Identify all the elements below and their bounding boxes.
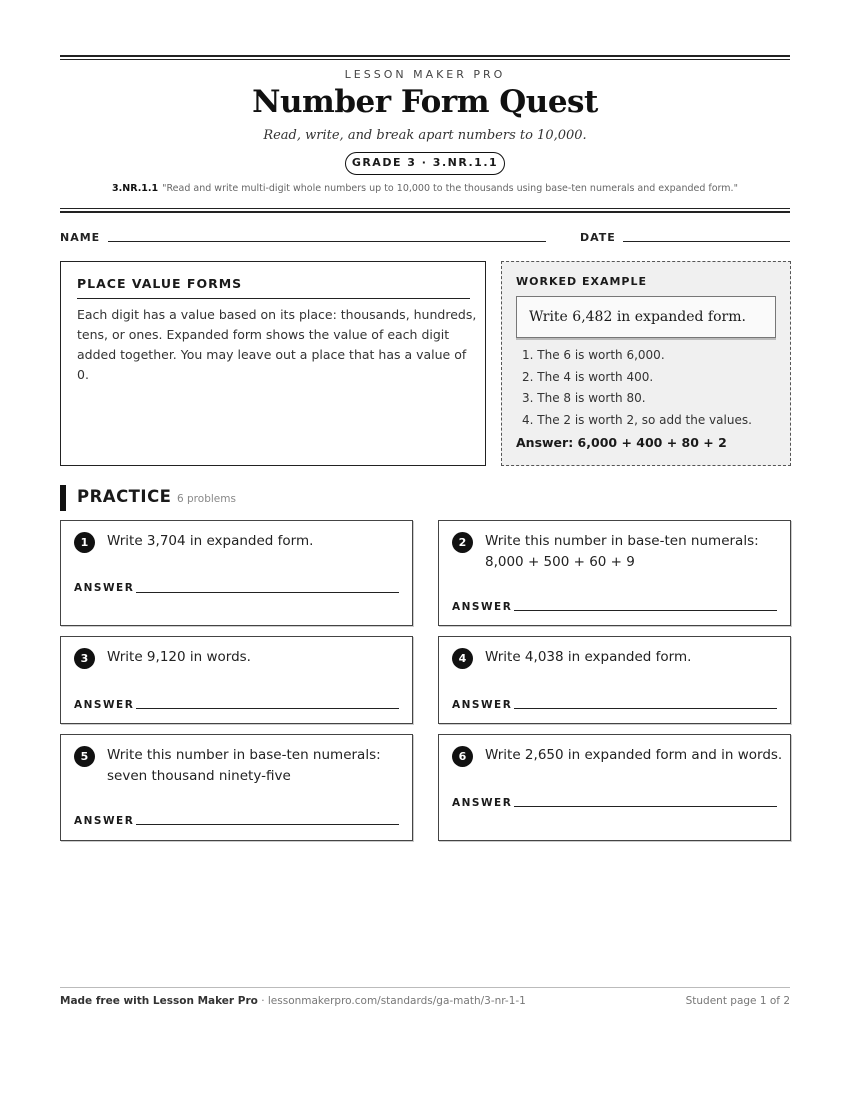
answer-field[interactable] [514, 806, 777, 807]
worked-example-step: 4. The 2 is worth 2, so add the values. [522, 413, 752, 428]
practice-title: PRACTICE [77, 487, 172, 506]
date-field[interactable] [623, 241, 790, 242]
name-field[interactable] [108, 241, 546, 242]
footer-made-with: Made free with Lesson Maker Pro [60, 995, 258, 1007]
answer-label: ANSWER [452, 797, 513, 809]
brand-name: LESSON MAKER PRO [344, 68, 506, 81]
problem-card-3 [60, 636, 413, 724]
problem-number-badge: 1 [74, 532, 95, 553]
place-value-box [60, 261, 486, 466]
place-value-text: Each digit has a value based on its place: thousands, hundreds, tens, or ones. Expanded form shows the value of each digit added together. You may leave out a place that has a value of 0. [77, 307, 477, 382]
header-top-rule-thick [60, 55, 790, 57]
header-bottom-rule-thick [60, 211, 790, 213]
place-value-divider [77, 298, 470, 299]
answer-field[interactable] [136, 592, 399, 593]
answer-label: ANSWER [452, 601, 513, 613]
problem-number-badge: 6 [452, 746, 473, 767]
standard-text: "Read and write multi-digit whole numbers up to 10,000 to the thousands using base-ten numerals and expanded form." [162, 183, 738, 194]
footer-url: · lessonmakerpro.com/standards/ga-math/3-nr-1-1 [257, 995, 526, 1007]
standard-statement [60, 183, 790, 194]
problem-question: Write this number in base-ten numerals: seven thousand ninety-five [107, 747, 381, 784]
answer-label: ANSWER [452, 699, 513, 711]
problem-number-badge: 2 [452, 532, 473, 553]
standard-code: 3.NR.1.1 [112, 183, 159, 194]
problem-card-5 [60, 734, 413, 841]
answer-label: ANSWER [74, 815, 135, 827]
problem-card-2 [438, 520, 791, 626]
worked-example-step: 2. The 4 is worth 400. [522, 369, 654, 384]
worked-example-prompt: Write 6,482 in expanded form. [516, 296, 776, 338]
worked-example-box [501, 261, 791, 466]
header-top-rule-thin [60, 59, 790, 60]
problem-number-badge: 3 [74, 648, 95, 669]
place-value-title: PLACE VALUE FORMS [77, 276, 243, 291]
problem-card-1 [60, 520, 413, 626]
worked-example-title: WORKED EXAMPLE [516, 275, 647, 288]
answer-label: ANSWER [74, 699, 135, 711]
date-label: DATE [580, 231, 616, 244]
problem-question: Write this number in base-ten numerals: 8,000 + 500 + 60 + 9 [485, 533, 759, 570]
name-label: NAME [60, 231, 101, 244]
worked-example-step: 3. The 8 is worth 80. [522, 391, 646, 406]
page-title: Number Form Quest [252, 84, 598, 120]
worked-example-step: 1. The 6 is worth 6,000. [522, 348, 665, 362]
problem-number-badge: 4 [452, 648, 473, 669]
problem-question: Write 3,704 in expanded form. [107, 533, 314, 549]
worked-example-steps [522, 345, 752, 432]
problem-question: Write 4,038 in expanded form. [485, 649, 692, 665]
grade-badge: GRADE 3 · 3.NR.1.1 [345, 152, 505, 175]
answer-field[interactable] [514, 708, 777, 709]
answer-field[interactable] [136, 708, 399, 709]
page-subtitle: Read, write, and break apart numbers to 10,000. [263, 128, 587, 143]
problem-card-4 [438, 636, 791, 724]
footer-page-number: Student page 1 of 2 [685, 995, 790, 1007]
problem-question: Write 9,120 in words. [107, 649, 251, 665]
answer-label: ANSWER [74, 582, 135, 594]
problem-card-6 [438, 734, 791, 841]
answer-field[interactable] [514, 610, 777, 611]
problem-number-badge: 5 [74, 746, 95, 767]
problem-question: Write 2,650 in expanded form and in words. [485, 747, 783, 763]
footer-credit [60, 995, 526, 1007]
practice-accent-bar [60, 485, 66, 511]
answer-field[interactable] [136, 824, 399, 825]
practice-count: 6 problems [177, 493, 236, 505]
footer-divider [60, 987, 790, 988]
header-bottom-rule-thin [60, 208, 790, 209]
worked-example-answer: Answer: 6,000 + 400 + 80 + 2 [516, 435, 727, 450]
